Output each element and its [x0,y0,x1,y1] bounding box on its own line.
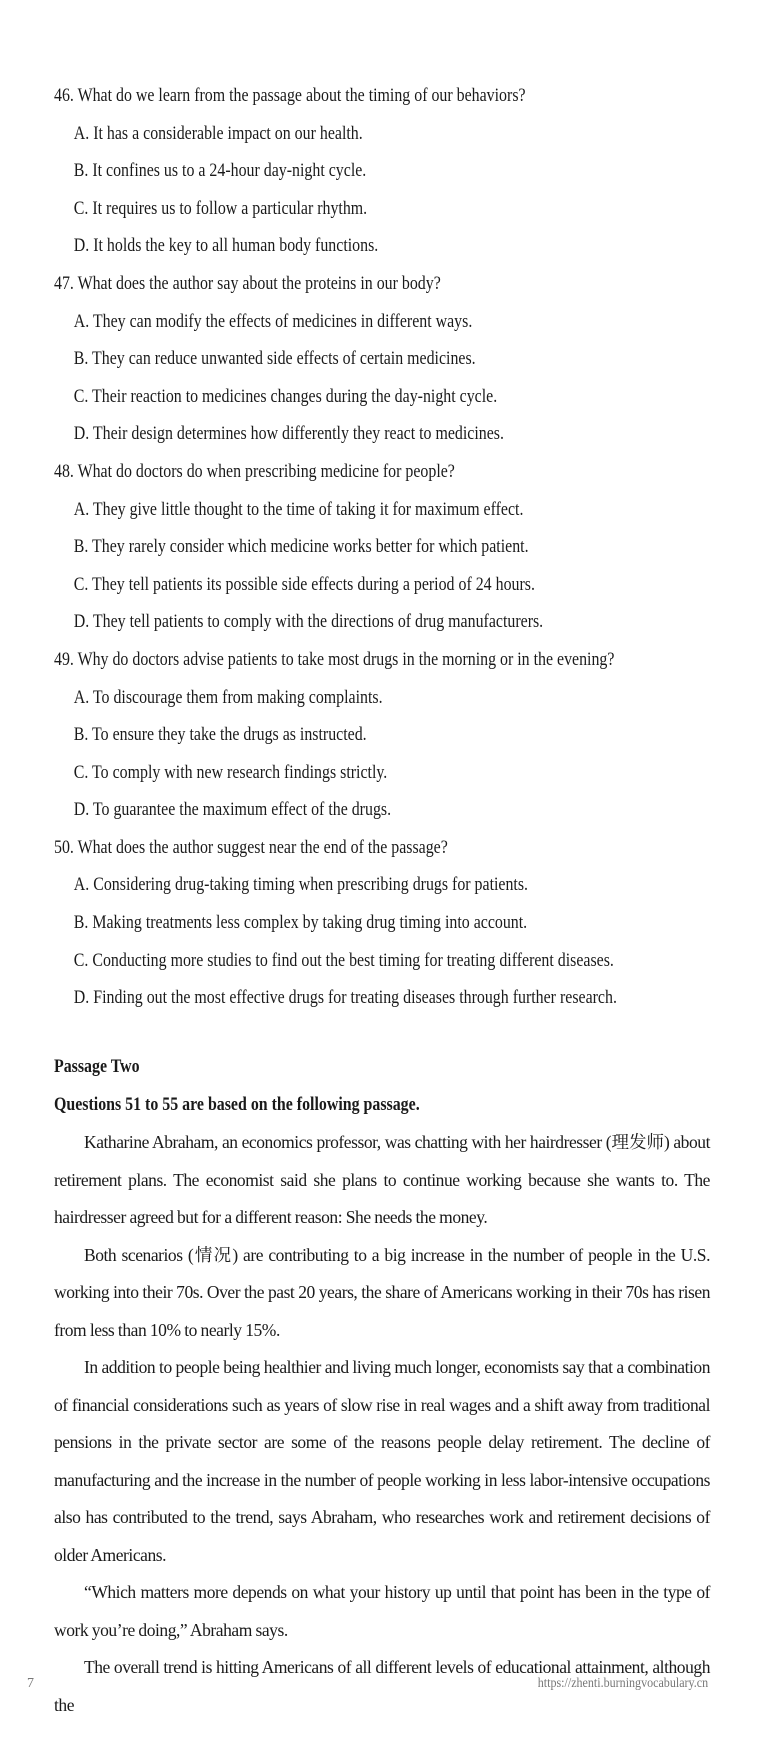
page-number: 7 [27,1676,34,1691]
paragraph-2: Both scenarios (情况) are contributing to a big increase in the number of people in the U.S. working into their 70s. Over the past 20 years, the share of Americans working in their 70s has risen from less than 10% to nearly 15%. [54,1244,710,1340]
question-stem: 46. What do we learn from the passage about the timing of our behaviors? [54,86,526,106]
answer-option-d: D. It holds the key to all human body functions. [73,236,379,257]
answer-option-b: B. Making treatments less complex by taking drug timing into account. [73,913,528,934]
answer-option-d: D. To guarantee the maximum effect of the drugs. [73,800,392,821]
passage-header [54,1049,714,1124]
answer-option-a: A. Considering drug-taking timing when prescribing drugs for patients. [73,875,529,896]
question-stem: 50. What does the author suggest near the end of the passage? [54,837,448,858]
question-stem: 48. What do doctors do when prescribing medicine for people? [54,461,455,482]
paragraph-5: The overall trend is hitting Americans of all different levels of educational attainment, although the [54,1657,710,1715]
question-50 [54,830,714,1018]
answer-option-d: D. They tell patients to comply with the directions of drug manufacturers. [73,612,544,633]
answer-option-d: D. Finding out the most effective drugs for treating diseases through further research. [73,988,617,1009]
passage-body [54,1124,710,1724]
answer-option-b: B. To ensure they take the drugs as instructed. [73,725,367,746]
footer-url: https://zhenti.burningvocabulary.cn [537,1676,708,1691]
paragraph-4: “Which matters more depends on what your history up until that point has been in the type of work you’re doing,” Abraham says. [54,1582,710,1640]
answer-option-b: B. It confines us to a 24-hour day-night cycle. [73,161,367,182]
answer-option-a: A. It has a considerable impact on our health. [73,123,363,144]
passage-instructions: Questions 51 to 55 are based on the following passage. [54,1094,420,1115]
answer-option-a: A. To discourage them from making complaints. [73,687,383,708]
answer-option-c: C. It requires us to follow a particular rhythm. [73,198,368,219]
paragraph-1: Katharine Abraham, an economics professor, was chatting with her hairdresser (理发师) about retirement plans. The economist said she plans to continue working because she wants to. The hairdresser agreed but for a different reason: She needs the money. [54,1132,710,1227]
answer-option-c: C. They tell patients its possible side effects during a period of 24 hours. [73,574,535,595]
answer-option-d: D. Their design determines how differently they react to medicines. [73,424,504,445]
question-stem: 47. What does the author say about the proteins in our body? [54,273,441,294]
answer-option-a: A. They give little thought to the time of taking it for maximum effect. [73,499,524,520]
question-48 [54,454,714,642]
answer-option-a: A. They can modify the effects of medicines in different ways. [73,311,473,332]
question-46 [54,78,714,266]
answer-option-c: C. Their reaction to medicines changes during the day-night cycle. [73,386,498,407]
question-list [54,78,714,1018]
answer-option-c: C. To comply with new research findings strictly. [73,762,388,783]
passage-title: Passage Two [54,1057,140,1077]
question-stem: 49. Why do doctors advise patients to take most drugs in the morning or in the evening? [54,649,615,670]
question-49 [54,642,714,830]
answer-option-b: B. They rarely consider which medicine works better for which patient. [73,537,529,558]
paragraph-3: In addition to people being healthier and living much longer, economists say that a combination of financial considerations such as years of slow rise in real wages and a shift away from traditional pensions in the private sector are some of the reasons people delay retirement. The decline of manufacturing and the increase in the number of people working in less labor-intensive occupations also has contributed to the trend, says Abraham, who researches work and retirement decisions of older Americans. [54,1357,710,1565]
answer-option-c: C. Conducting more studies to find out the best timing for treating different diseases. [73,950,614,971]
question-47 [54,266,714,454]
answer-option-b: B. They can reduce unwanted side effects of certain medicines. [73,349,476,370]
